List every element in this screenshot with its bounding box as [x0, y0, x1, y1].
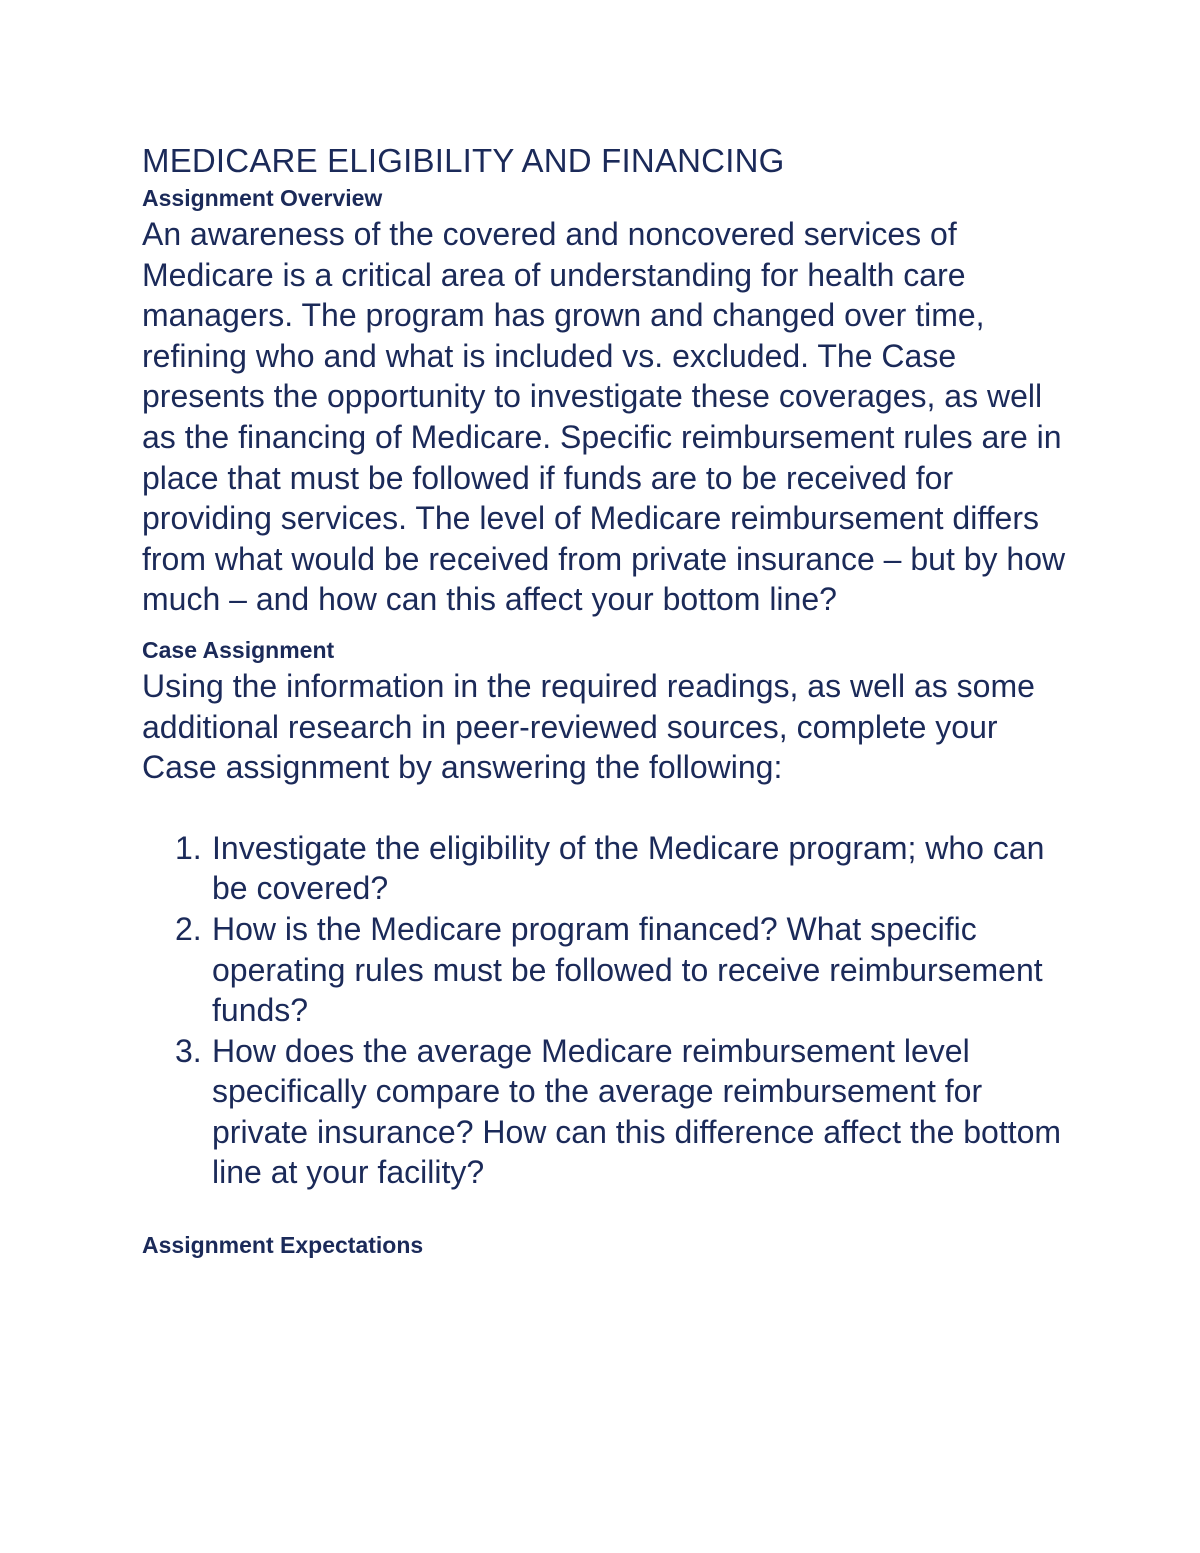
question-text: How is the Medicare program financed? What specific operating rules must be followed to receive reimbursement funds?: [212, 910, 1043, 1029]
overview-heading: Assignment Overview: [142, 185, 383, 211]
case-assignment-heading: Case Assignment: [142, 636, 335, 663]
question-number: 3.: [175, 1032, 202, 1069]
question-number: 1.: [175, 829, 202, 866]
document-page: [142, 140, 1072, 1261]
overview-paragraph: An awareness of the covered and noncovered services of Medicare is a critical area of understanding for health care managers. The program has grown and changed over time, refining who and what is included vs. excluded. The Case presents the opportunity to investigate these coverages, as well as the financing of Medicare. Specific reimbursement rules are in place that must be followed if funds are to be received for providing services. The level of Medicare reimbursement differs from what would be received from private insurance – but by how much – and how can this affect your bottom line?: [142, 216, 1066, 618]
question-number: 2.: [175, 910, 202, 947]
question-list: [142, 828, 1072, 1193]
assignment-expectations-heading: Assignment Expectations: [142, 1232, 424, 1259]
case-assignment-paragraph: Using the information in the required readings, as well as some additional research in peer-reviewed sources, complete your Case assignment by answering the following:: [142, 667, 1035, 786]
question-item: [142, 828, 1072, 909]
document-title: MEDICARE ELIGIBILITY AND FINANCING: [142, 142, 785, 179]
question-item: [142, 909, 1072, 1031]
question-text: Investigate the eligibility of the Medicare program; who can be covered?: [212, 829, 1045, 907]
question-item: [142, 1031, 1072, 1193]
question-text: How does the average Medicare reimbursement level specifically compare to the average reimbursement for private insurance? How can this difference affect the bottom line at your facility?: [212, 1032, 1062, 1191]
